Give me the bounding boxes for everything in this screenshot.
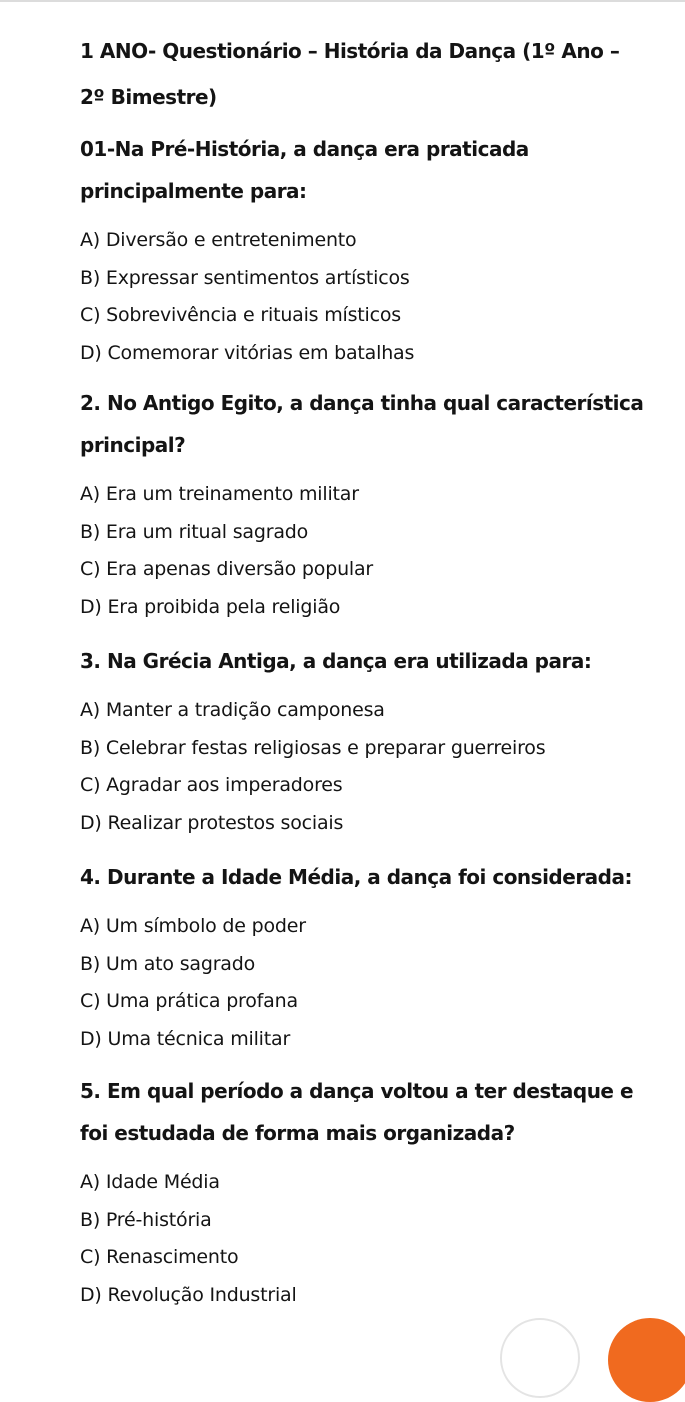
- option-c[interactable]: C) Agradar aos imperadores: [80, 774, 343, 796]
- question-1: [80, 128, 675, 372]
- question-5: [80, 1070, 675, 1314]
- question-text-line: principalmente para:: [80, 179, 307, 203]
- option-c[interactable]: C) Renascimento: [80, 1246, 239, 1268]
- questionnaire-document: [80, 28, 675, 1314]
- question-text-line: 4. Durante a Idade Média, a dança foi considerada:: [80, 865, 632, 889]
- question-text: [80, 1070, 675, 1154]
- question-text-line: 5. Em qual período a dança voltou a ter destaque e: [80, 1079, 634, 1103]
- document-title-line-1: 1 ANO- Questionário – História da Dança (1º Ano –: [80, 39, 620, 63]
- answer-options: [80, 908, 675, 1058]
- answer-options: [80, 1164, 675, 1314]
- answer-options: [80, 222, 675, 372]
- question-text: [80, 128, 675, 212]
- option-c[interactable]: C) Uma prática profana: [80, 990, 298, 1012]
- option-a[interactable]: A) Diversão e entretenimento: [80, 229, 357, 251]
- option-d[interactable]: D) Realizar protestos sociais: [80, 811, 344, 834]
- document-title-line-2: 2º Bimestre): [80, 85, 217, 109]
- question-4: [80, 856, 675, 1058]
- option-b[interactable]: B) Expressar sentimentos artísticos: [80, 266, 410, 289]
- top-divider: [0, 0, 685, 2]
- option-d[interactable]: D) Comemorar vitórias em batalhas: [80, 341, 415, 364]
- floating-action-button[interactable]: [608, 1318, 685, 1402]
- question-3: [80, 640, 675, 842]
- option-b[interactable]: B) Um ato sagrado: [80, 952, 256, 975]
- question-text-line: foi estudada de forma mais organizada?: [80, 1121, 515, 1145]
- option-a[interactable]: A) Era um treinamento militar: [80, 483, 359, 505]
- question-text-line: 2. No Antigo Egito, a dança tinha qual característica: [80, 391, 644, 415]
- partial-circle-button[interactable]: [500, 1318, 580, 1398]
- answer-options: [80, 692, 675, 842]
- option-b[interactable]: B) Celebrar festas religiosas e preparar guerreiros: [80, 736, 546, 759]
- option-c[interactable]: C) Sobrevivência e rituais místicos: [80, 304, 402, 326]
- document-title: [80, 28, 675, 120]
- option-b[interactable]: B) Pré-história: [80, 1208, 212, 1231]
- question-text-line: 3. Na Grécia Antiga, a dança era utilizada para:: [80, 649, 592, 673]
- option-a[interactable]: A) Um símbolo de poder: [80, 915, 306, 937]
- question-text: [80, 640, 675, 682]
- option-d[interactable]: D) Era proibida pela religião: [80, 595, 341, 618]
- question-text-line: 01-Na Pré-História, a dança era praticada: [80, 137, 529, 161]
- option-d[interactable]: D) Uma técnica militar: [80, 1027, 291, 1050]
- question-text: [80, 382, 675, 466]
- question-text: [80, 856, 675, 898]
- option-a[interactable]: A) Idade Média: [80, 1171, 220, 1193]
- option-a[interactable]: A) Manter a tradição camponesa: [80, 699, 385, 721]
- option-c[interactable]: C) Era apenas diversão popular: [80, 558, 374, 580]
- question-text-line: principal?: [80, 433, 186, 457]
- answer-options: [80, 476, 675, 626]
- question-2: [80, 382, 675, 626]
- option-d[interactable]: D) Revolução Industrial: [80, 1283, 297, 1306]
- option-b[interactable]: B) Era um ritual sagrado: [80, 520, 309, 543]
